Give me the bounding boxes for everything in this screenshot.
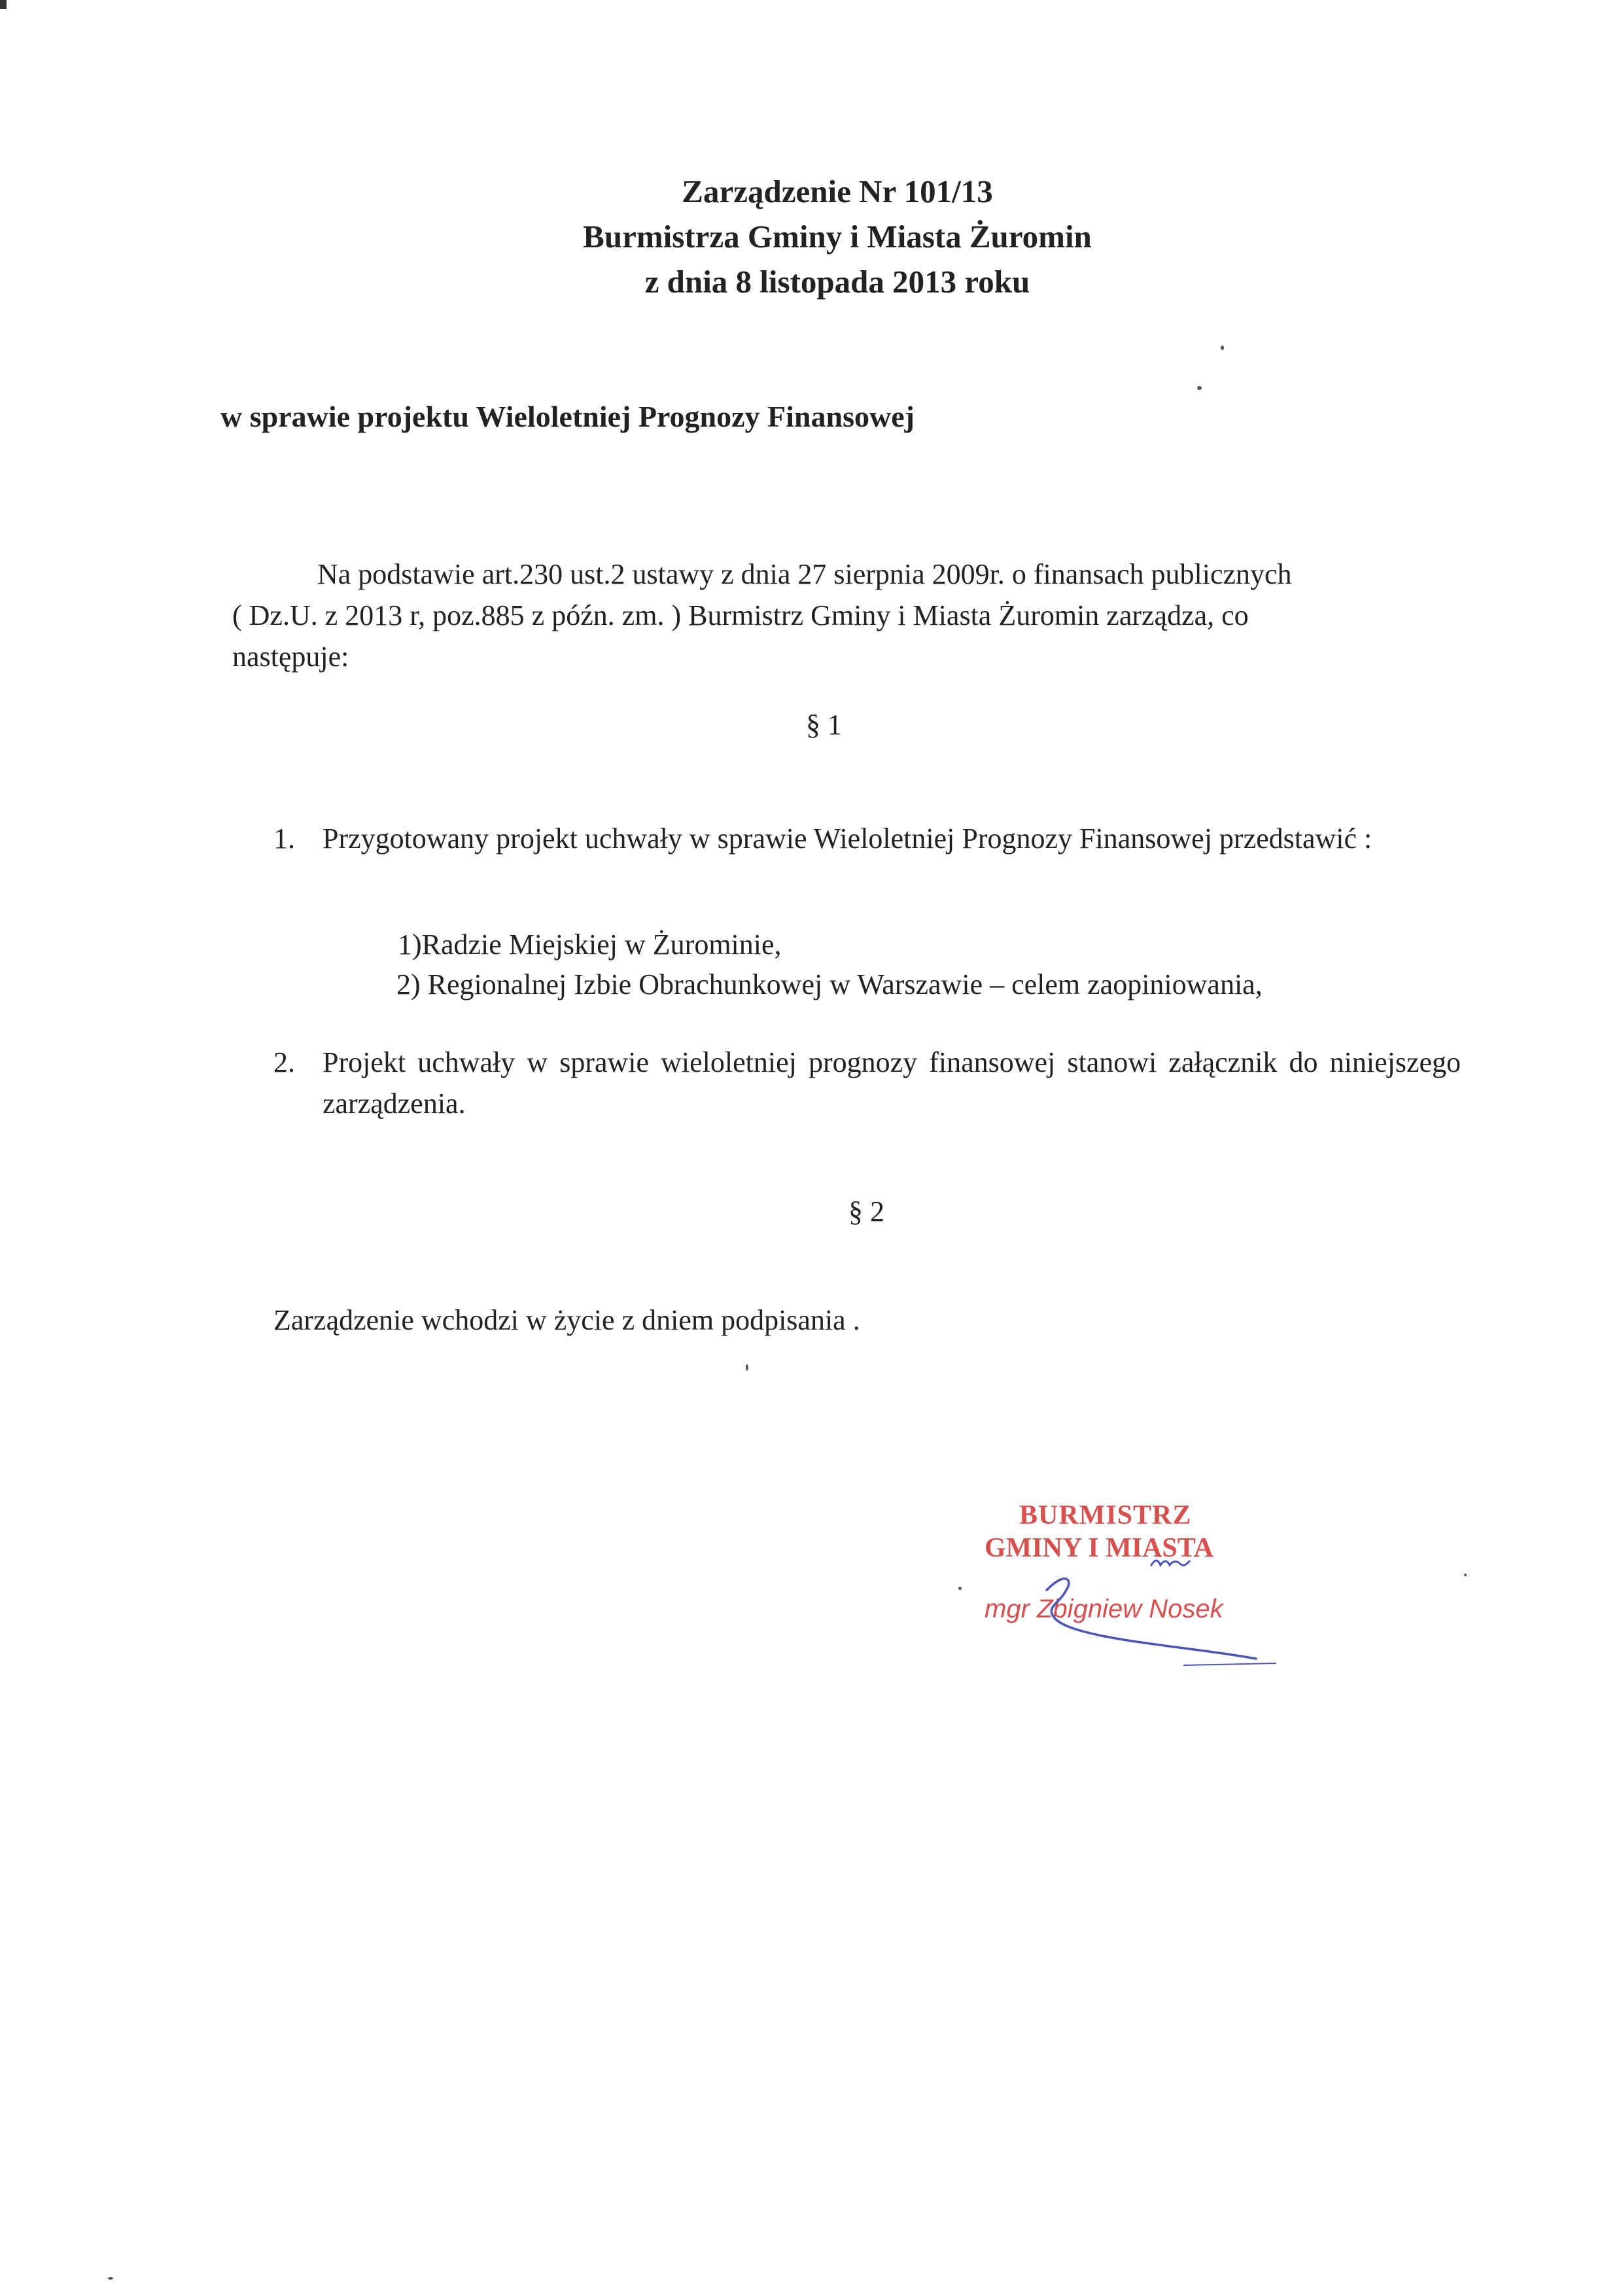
document-subject: w sprawie projektu Wieloletniej Prognozy Finansowej	[220, 400, 915, 433]
list-item-2	[273, 1042, 1461, 1124]
sub-item-1: 1)Radzie Miejskiej w Żurominie,	[398, 928, 782, 961]
title-line-2: Burmistrza Gminy i Miasta Żuromin	[583, 219, 1092, 255]
handwritten-signature	[968, 1492, 1308, 1675]
list-item-1-text: Przygotowany projekt uchwały w sprawie Wieloletniej Prognozy Finansowej przedstawić :	[323, 822, 1372, 855]
list-item-1-number: 1.	[273, 822, 295, 855]
list-item-2-text: Projekt uchwały w sprawie wieloletniej prognozy finansowej stanowi załącznik do niniejszego zarządzenia.	[323, 1046, 1461, 1120]
stamp-title: BURMISTRZ	[1019, 1500, 1192, 1530]
stamp-name: mgr Zbigniew Nosek	[985, 1595, 1223, 1623]
list-item-2-number: 2.	[273, 1046, 295, 1078]
scan-speck	[746, 1364, 748, 1371]
title-line-3: z dnia 8 listopada 2013 roku	[644, 264, 1030, 300]
scan-speck	[108, 2277, 113, 2280]
preamble	[232, 554, 1462, 677]
scan-speck	[1221, 345, 1224, 350]
title-line-1: Zarządzenie Nr 101/13	[682, 173, 993, 209]
section-1-heading: § 1	[806, 709, 842, 741]
stamp-subtitle: GMINY I MIASTA	[985, 1533, 1214, 1563]
document-title	[0, 169, 1623, 304]
list-item-1	[273, 818, 1461, 859]
preamble-line-3: następuje:	[232, 641, 349, 673]
scan-speck	[1464, 1574, 1467, 1576]
preamble-line-1: Na podstawie art.230 ust.2 ustawy z dnia 27 sierpnia 2009r. o finansach publicznych	[317, 558, 1292, 590]
scan-speck	[958, 1587, 962, 1590]
official-stamp	[968, 1492, 1308, 1675]
preamble-line-2: ( Dz.U. z 2013 r, poz.885 z późn. zm. ) Burmistrz Gminy i Miasta Żuromin zarządza, co	[232, 599, 1249, 631]
sub-item-2: 2) Regionalnej Izbie Obrachunkowej w Warszawie – celem zaopiniowania,	[396, 968, 1263, 1000]
closing-sentence: Zarządzenie wchodzi w życie z dniem podpisania .	[273, 1304, 860, 1336]
scan-edge-mark	[0, 0, 7, 9]
section-2-heading: § 2	[848, 1195, 884, 1227]
scan-speck	[1197, 386, 1202, 390]
